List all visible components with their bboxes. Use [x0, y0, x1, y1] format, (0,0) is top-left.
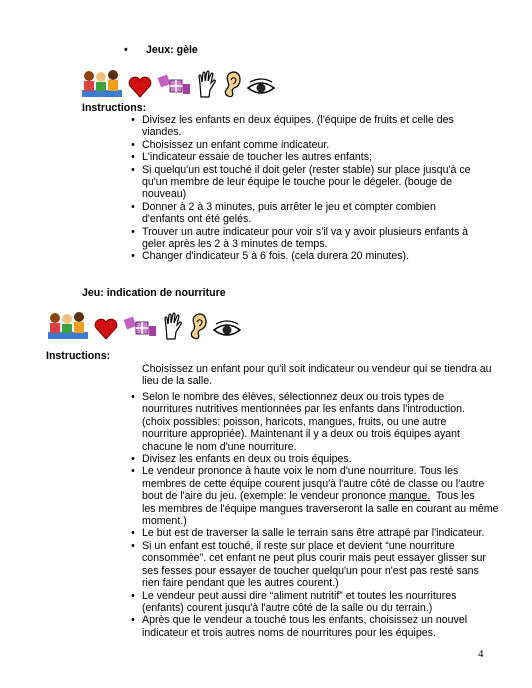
list-item-text: Si un enfant est touché, il reste sur place et devient “une nourriture	[142, 539, 455, 552]
list-item-line	[142, 188, 482, 200]
list-item	[131, 163, 482, 201]
gift-icon	[156, 72, 192, 98]
list-item-text: indicateur et trois autres noms de nourritures pour les équipes.	[142, 626, 436, 639]
list-item-text: moment.)	[142, 515, 187, 528]
bullet-dot: •	[131, 114, 135, 126]
heart-icon	[94, 318, 118, 340]
list-item-text: Trouver un autre indicateur pour voir s'il va y avoir plusieurs enfants à	[142, 225, 469, 238]
ear-icon	[222, 70, 242, 98]
list-item-text: nourriture appropriée). Maintenant il y a deux ou trois équipes ayant	[142, 428, 460, 441]
list-item-text: (choix possibles: poisson, haricots, mangues, fruits, ou une autre	[142, 415, 447, 428]
list-item-text: Le vendeur peut aussi dire “aliment nutritif” et toutes les nourritures	[142, 589, 457, 602]
list-item-text: L'indicateur essaie de toucher les autres enfants;	[142, 151, 372, 164]
list-item-line	[142, 602, 487, 614]
eye-icon	[212, 320, 242, 340]
list-item-line	[142, 465, 487, 477]
list-item	[131, 138, 482, 151]
list-item-line	[142, 502, 499, 515]
list-item	[131, 539, 487, 590]
list-item-text: nourritures nutritives mentionnées par les enfants dans l'introduction.	[142, 403, 465, 416]
list-item-line	[142, 176, 482, 188]
children-group-icon	[46, 310, 90, 340]
list-item	[131, 114, 482, 139]
list-item-line	[142, 478, 487, 490]
list-item-line	[142, 391, 487, 403]
bullet-dot: •	[131, 138, 135, 151]
list-item-text: Divisez les enfants en deux équipes. (l'équipe de fruits et celle des	[142, 114, 454, 126]
bullet-dot: •	[131, 465, 135, 478]
list-item-line	[142, 515, 487, 527]
page-number: 4	[478, 648, 484, 660]
bullet-dot: •	[131, 225, 135, 238]
eye-icon	[246, 78, 276, 98]
ear-icon	[188, 312, 208, 340]
hand-icon	[196, 70, 218, 98]
section2-list	[131, 391, 499, 639]
intro-line: Choisissez un enfant pour qu'il soit indicateur ou vendeur qui se tiendra au	[142, 363, 492, 375]
underlined-word: mangue.	[389, 490, 431, 503]
bullet-dot: •	[131, 250, 135, 263]
section1-title: Jeux: gèle	[146, 44, 198, 56]
list-item-line	[142, 490, 487, 502]
hand-icon	[162, 312, 184, 340]
list-item-text: Le but est de traverser la salle le terrain sans être attrapé par l'indicateur.	[142, 527, 485, 540]
bullet-dot: •	[131, 151, 135, 164]
list-item-text: les membres de l'équipe mangues traverseront la salle en courant au même	[142, 502, 499, 515]
list-item-line	[142, 552, 487, 564]
list-item-line	[142, 139, 482, 151]
bullet-dot: •	[131, 200, 135, 213]
list-item-text: Divisez les enfants en deux ou trois équipes.	[142, 453, 352, 466]
list-item-line	[142, 565, 487, 577]
section2-instructions-label: Instructions:	[46, 350, 111, 362]
sense-icons-row-2	[46, 310, 242, 340]
list-item-text: viandes.	[142, 126, 182, 139]
list-item-line	[142, 614, 487, 626]
list-item	[131, 589, 487, 615]
sense-icons-row	[80, 68, 276, 98]
list-item-line	[142, 151, 482, 163]
list-item-line	[142, 226, 482, 238]
list-item-text: Après que le vendeur a touché tous les enfants, choisissez un nouvel	[142, 614, 468, 627]
list-item-text: Selon le nombre des élèves, sélectionnez deux ou trois types de	[142, 391, 445, 403]
list-item	[131, 614, 487, 639]
list-item	[131, 151, 482, 164]
list-item-line	[142, 428, 487, 440]
children-group-icon	[80, 68, 124, 98]
list-item-text: membres de cette équipe courent jusqu'à l'autre côté de classe ou l'autre	[142, 477, 485, 490]
list-item-text: geler après les 2 à 3 minutes de temps.	[142, 238, 328, 251]
list-item-text: chacune le nom d'une nourriture.	[142, 440, 297, 453]
bullet-dot: •	[124, 44, 128, 56]
section1-list	[131, 114, 482, 263]
list-item-line	[142, 527, 487, 539]
list-item-line	[142, 238, 482, 250]
bullet-dot: •	[131, 527, 135, 540]
heart-icon	[128, 76, 152, 98]
list-item	[131, 465, 499, 528]
list-item-text: d'enfants ont été gelés.	[142, 213, 252, 226]
intro-line: lieu de la salle.	[142, 375, 213, 388]
list-item	[131, 391, 487, 453]
list-item-line	[142, 164, 482, 176]
list-item-line	[142, 540, 487, 552]
list-item-line	[142, 441, 487, 453]
list-item-line	[142, 126, 482, 138]
list-item-text: consommée”. cet enfant ne peut plus courir mais peut essayer glisser sur	[142, 552, 486, 565]
list-item-text: Donner à 2 à 3 minutes, puis arrêter le jeu et compter combien	[142, 200, 436, 213]
list-item-text: Choisissez un enfant comme indicateur.	[142, 138, 330, 151]
list-item	[131, 225, 482, 251]
list-item-text: Changer d'indicateur 5 à 6 fois. (cela durera 20 minutes).	[142, 250, 410, 263]
bullet-dot: •	[131, 539, 135, 552]
list-item-text: nouveau)	[142, 188, 187, 201]
bullet-dot: •	[131, 163, 135, 176]
list-item-line	[142, 577, 487, 589]
list-item-text: ses fesses pour essayer de toucher quelqu'un pour n'est pas resté sans	[142, 564, 479, 577]
list-item-text: (enfants) courent jusqu'à l'autre côté de la salle ou du terrain.)	[142, 601, 433, 614]
list-item-text: qu'un membre de leur équipe le touche pour le dégeler. (bouge de	[142, 176, 453, 189]
bullet-dot: •	[131, 614, 135, 627]
list-item-text: Si quelqu'un est touché il doit geler (rester stable) sur place jusqu'à ce	[142, 163, 471, 176]
list-item-line	[142, 250, 482, 262]
bullet-dot: •	[131, 391, 135, 403]
list-item-line	[142, 416, 487, 428]
list-item-line	[142, 403, 487, 415]
list-item	[131, 250, 482, 263]
bullet-dot: •	[131, 589, 135, 602]
list-item-text: bout de l'aire du jeu. (exemple: le vendeur prononce	[142, 490, 390, 503]
list-item-line	[142, 201, 482, 213]
list-item-line	[142, 453, 487, 465]
section2-title: Jeu: indication de nourriture	[82, 287, 226, 299]
list-item	[131, 453, 487, 466]
list-item-text: rien faire pendant que les autres courent.)	[142, 577, 339, 590]
list-item-line	[142, 627, 487, 639]
bullet-dot: •	[131, 453, 135, 466]
list-item-text: Tous les	[430, 490, 475, 503]
list-item-line	[142, 590, 487, 602]
section2-intro	[142, 363, 492, 388]
section1-instructions-label: Instructions:	[82, 102, 147, 114]
list-item-line	[142, 114, 482, 126]
list-item	[131, 200, 482, 226]
gift-icon	[122, 314, 158, 340]
list-item-text: Le vendeur prononce à haute voix le nom d'une nourriture. Tous les	[142, 465, 459, 478]
list-item	[131, 527, 487, 540]
list-item-line	[142, 213, 482, 225]
